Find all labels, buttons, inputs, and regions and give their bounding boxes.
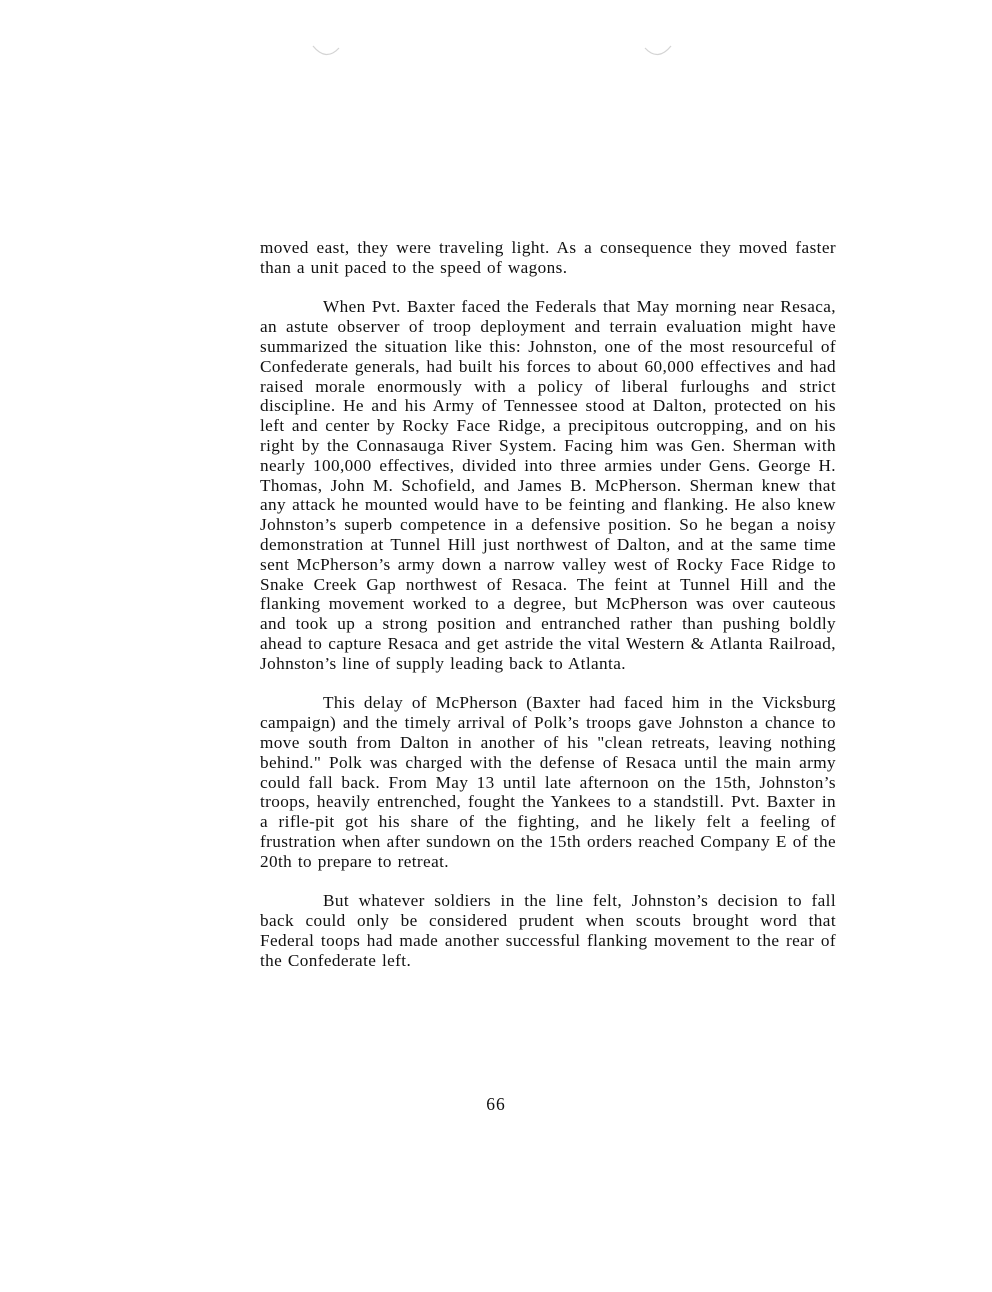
paragraph-mcpherson-delay: This delay of McPherson (Baxter had faced him in the Vicksburg campaign) and the timely arrival of Polk’s troops gave Johnston a chance to move south from Dalton in another of his "clean retreats, leaving nothing behind." Polk was charged with the defense of Resaca until the main army could fall back. From May 13 until late afternoon on the 15th, Johnston’s troops, heavily entrenched, fought the Yankees to a standstill. Pvt. Baxter in a rifle-pit got his share of the fighting, and he likely felt a feeling of frustration when after sundown on the 15th orders reached Company E of the 20th to prepare to retreat. — [260, 693, 836, 871]
punch-hole-mark-right — [643, 44, 673, 60]
body-text — [260, 238, 836, 990]
paragraph-continued: moved east, they were traveling light. As a consequence they moved faster than a unit paced to the speed of wagons. — [260, 238, 836, 277]
paragraph-resaca-situation: When Pvt. Baxter faced the Federals that May morning near Resaca, an astute observer of troop deployment and terrain evaluation might have summarized the situation like this: Johnston, one of the most resourceful of Confederate generals, had built his forces to about 60,000 effectives and had raised morale enormously with a policy of liberal furloughs and strict discipline. He and his Army of Tennessee stood at Dalton, protected on his left and center by Rocky Face Ridge, a precipitous outcropping, and on his right by the Connasauga River System. Facing him was Gen. Sherman with nearly 100,000 effectives, divided into three armies under Gens. George H. Thomas, John M. Schofield, and James B. McPherson. Sherman knew that any attack he mounted would have to be feinting and flanking. He also knew Johnston’s superb competence in a defensive position. So he began a noisy demonstration at Tunnel Hill just northwest of Dalton, and at the same time sent McPherson’s army down a narrow valley west of Rocky Face Ridge to Snake Creek Gap northwest of Resaca. The feint at Tunnel Hill and the flanking movement worked to a degree, but McPherson was over cauteous and took up a strong position and entranched rather than pushing boldly ahead to capture Resaca and get astride the vital Western & Atlanta Railroad, Johnston’s line of supply leading back to Atlanta. — [260, 297, 836, 673]
paragraph-fall-back: But whatever soldiers in the line felt, Johnston’s decision to fall back could only be considered prudent when scouts brought word that Federal toops had made another successful flanking movement to the rear of the Confederate left. — [260, 891, 836, 970]
punch-hole-mark-left — [311, 44, 341, 60]
page-number: 66 — [486, 1094, 506, 1114]
